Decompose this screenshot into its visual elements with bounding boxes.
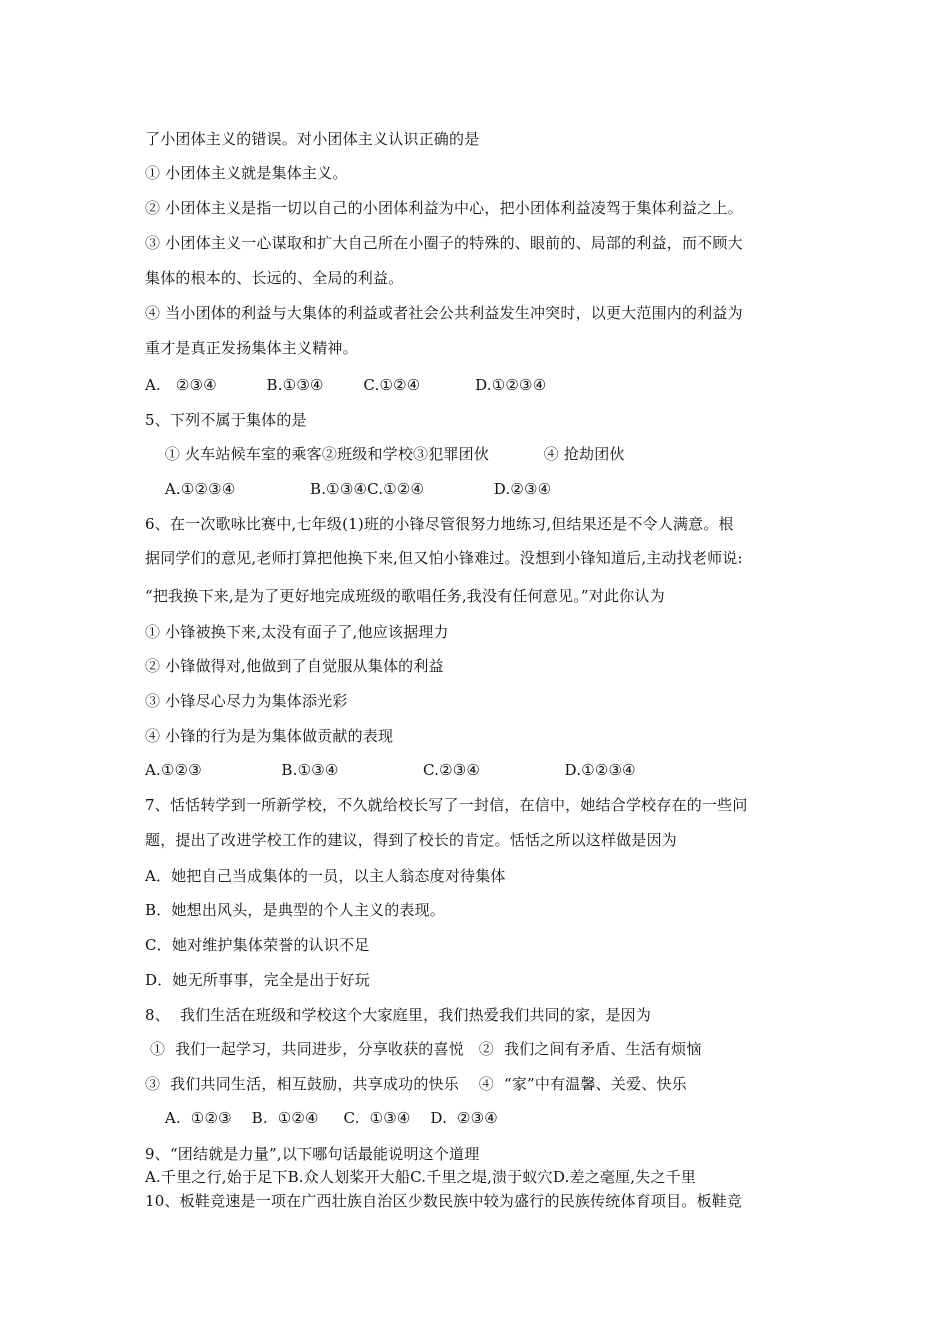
answer-options: A.①②③ B.①③④ C.②③④ D.①②③④ [145, 761, 636, 779]
text-line: 了小团体主义的错误。对小团体主义认识正确的是 [145, 130, 480, 148]
question-10: 10、板鞋竞速是一项在广西壮族自治区少数民族中较为盛行的民族传统体育项目。板鞋竞 [145, 1192, 743, 1210]
text-line: 重才是真正发扬集体主义精神。 [145, 339, 358, 357]
text-line: ① 火车站候车室的乘客②班级和学校③犯罪团伙 ④ 抢劫团伙 [145, 445, 625, 463]
answer-option-c: C．她对维护集体荣誉的认识不足 [145, 936, 370, 954]
answer-options: A. ①②③ B. ①②④ C. ①③④ D. ②③④ [145, 1109, 498, 1127]
text-line: ① 我们一起学习，共同进步，分享收获的喜悦 ② 我们之间有矛盾、生活有烦恼 [145, 1040, 702, 1058]
text-line: ① 小团体主义就是集体主义。 [145, 164, 348, 182]
text-line: ① 小锋被换下来,太没有面子了,他应该据理力 [145, 623, 449, 641]
text-line: 集体的根本的、长远的、全局的利益。 [145, 269, 404, 287]
question-7: 7、恬恬转学到一所新学校，不久就给校长写了一封信，在信中，她结合学校存在的一些问 [145, 796, 748, 814]
answer-options: A.①②③④ B.①③④C.①②④ D.②③④ [145, 480, 552, 498]
answer-option-a: A．她把自己当成集体的一员，以主人翁态度对待集体 [145, 867, 506, 885]
text-line: ② 小锋做得对,他做到了自觉服从集体的利益 [145, 657, 444, 675]
answer-options: A.千里之行,始于足下B.众人划桨开大船C.千里之堤,溃于蚁穴D.差之毫厘,失之千里 [145, 1168, 697, 1186]
question-8: 8、 我们生活在班级和学校这个大家庭里，我们热爱我们共同的家，是因为 [145, 1006, 652, 1024]
text-line: ③ 我们共同生活，相互鼓励，共享成功的快乐 ④ “家”中有温馨、关爱、快乐 [145, 1075, 687, 1093]
text-line: “把我换下来,是为了更好地完成班级的歌唱任务,我没有任何意见。”对此你认为 [145, 587, 665, 605]
answer-options: A. ②③④ B.①③④ C.①②④ D.①②③④ [145, 376, 547, 394]
question-9: 9、“团结就是力量”,以下哪句话最能说明这个道理 [145, 1145, 480, 1163]
text-line: ④ 小锋的行为是为集体做贡献的表现 [145, 727, 394, 745]
text-line: ③ 小锋尽心尽力为集体添光彩 [145, 692, 348, 710]
text-line: 据同学们的意见,老师打算把他换下来,但又怕小锋难过。没想到小锋知道后,主动找老师说: [145, 549, 743, 567]
text-line: ③ 小团体主义一心谋取和扩大自己所在小圈子的特殊的、眼前的、局部的利益，而不顾大 [145, 234, 743, 252]
text-line: ② 小团体主义是指一切以自己的小团体利益为中心，把小团体利益凌驾于集体利益之上。 [145, 199, 743, 217]
answer-option-d: D．她无所事事，完全是出于好玩 [145, 971, 371, 989]
answer-option-b: B．她想出风头，是典型的个人主义的表现。 [145, 901, 446, 919]
question-5: 5、下列不属于集体的是 [145, 411, 307, 429]
text-line: 题，提出了改进学校工作的建议，得到了校长的肯定。恬恬之所以这样做是因为 [145, 831, 678, 849]
text-line: ④ 当小团体的利益与大集体的利益或者社会公共利益发生冲突时，以更大范围内的利益为 [145, 304, 743, 322]
question-6: 6、在一次歌咏比赛中,七年级(1)班的小锋尽管很努力地练习,但结果还是不令人满意。根 [145, 515, 734, 533]
